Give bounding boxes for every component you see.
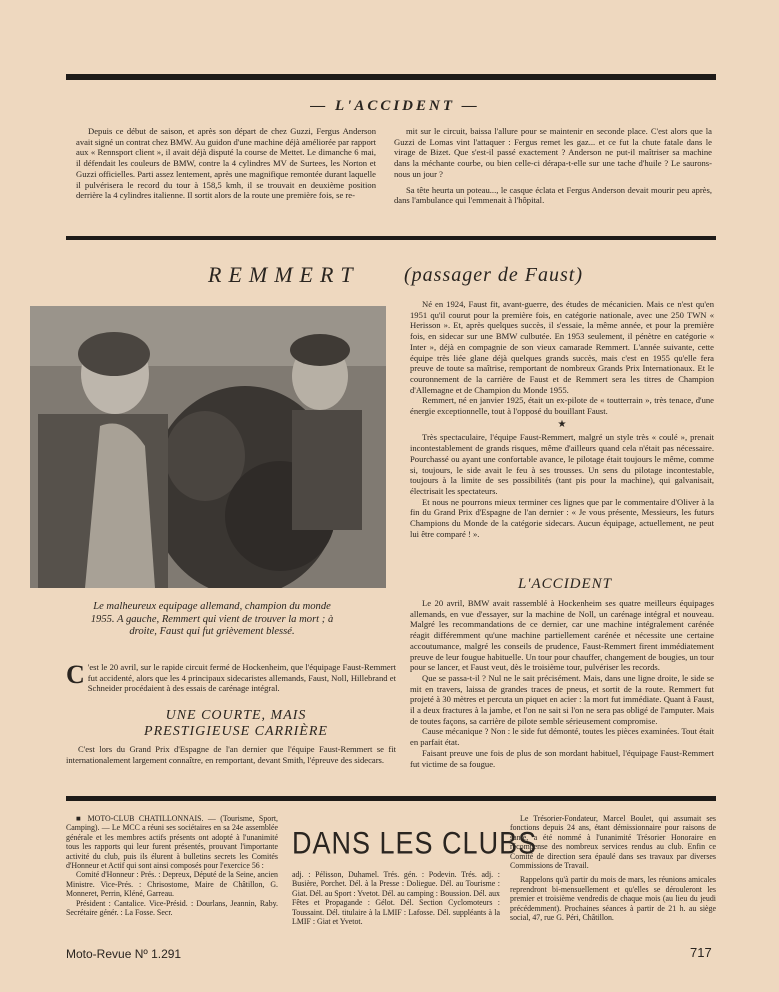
- clubs-left-column: ■ MOTO-CLUB CHATILLONNAIS. — (Tourisme, Sport, Camping). — Le MCC a réuni ses sociétaires en sa 24e assemblée générale et les membres actifs présents ont adopté à l'unanimité tous les rapports qui leur furent présentés, prouvant l'importante activité du club, puis ils élurent à bulletins secrets les Comités d'Honneur et Actif qui sont ainsi composés pour l'exercice 56 : Comité d'Honneur : Prés. : Depreux, Député de la Seine, ancien Ministre. Vice-Prés. : Chrisostome, Maire de Châtillon, G. Monneret, Perrin, Kléné, Garreau. Président : Cantalice. Vice-Présid. : Dourlans, Jeannin, Raby. Secrétaire génér. : La Fosse. Secr.: [66, 814, 278, 918]
- fergus-column-left: Depuis ce début de saison, et après son départ de chez Guzzi, Fergus Anderson avait signé un contrat chez BMW. Au guidon d'une machine déjà améliorée par rapport aux « Rennsport client », il avait déjà disputé la course de Mettet. Le dimanche 6 mai, il défendait les couleurs de BMW, contre la 4 cylindres MV de Surtees, les Norton et Guzzi officielles. Parti assez lentement, après une magnifique remontée durant laquelle il pulvérisera le record du tour à 158,5 kmh, il se trouvait en deuxième position derrière la 4 cylindres italienne. Il sortit alors de la route une première fois, se re-: [76, 126, 376, 201]
- career-text: C'est lors du Grand Prix d'Espagne de l'an dernier que l'équipe Faust-Remmert se fit internationalement largement connaître, en remportant, devant Smith, l'épreuve des sidecars.: [66, 744, 396, 765]
- team-photo: [30, 306, 386, 588]
- photo-caption: Le malheureux equipage allemand, champion du monde 1955. A gauche, Remmert qui vient de trouver la mort ; à droite, Faust qui fut grièvement blessé.: [90, 601, 334, 637]
- clubs-right-column: Le Trésorier-Fondateur, Marcel Boulet, qui assumait ses fonctions depuis 24 ans, étant démissionnaire pour raisons de santé, a été nommé à l'unanimité Trésorier Honoraire en récompense des nombreux services rendus au club. Enfin ce Comité de direction sera épaulé dans ses travaux par diverses Commissions de Travail. Rappelons qu'à partir du mois de mars, les réunions amicales reprendront bi-mensuellement et qu'elles se dérouleront les premier et troisième vendredis de chaque mois (au lieu du jeudi précédemment). Prochaines séances à partir de 21 h. au siège social, 47, rue G. Péri, Châtillon.: [510, 814, 716, 923]
- page-number: 717: [690, 945, 712, 960]
- magazine-footer: Moto-Revue Nº 1.291: [66, 947, 182, 961]
- clubs-title: DANS LES CLUBS: [292, 825, 538, 861]
- clubs-middle-column: adj. : Pélisson, Duhamel. Trés. gén. : Podevin. Trés. adj. : Busière, Porchet. Dél. à la Presse : Doliegue. Dél. au Tourisme : Giat. Dél. au Sport : Yvetot. Dél. au camping : Boussion. Dél. aux Fêtes et Propagande : Gélot. Dél. Section Cyclomoteurs : Toussaint. Dél. titulaire à la LMIF : Lafosse. Dél. suppléants à la LMIF : Giat et Yvetot.: [292, 870, 500, 927]
- accident-column: Le 20 avril, BMW avait rassemblé à Hockenheim ses quatre meilleurs équipages allemands, en vue d'essayer, sur la machine de Noll, un carénage intégral et nouveau. Malgré les recommandations de ce dernier, car une machine intégralement carénée réagit différemment qu'une machine partiellement carénée et nécessite une certaine accoutumance, malgré les conseils de prudence, Faust-Remmert firent immédiatement preuve de leur fougue habituelle. Un tour pour chauffer, changement de bougies, un tour pour se lancer, et Faust veut, dès le troisième tour, pulvériser les records. Que se passa-t-il ? Nul ne le sait précisément. Mais, dans une ligne droite, le side se mit en travers, laissa de grandes traces de pneus, et sortit de la route. Remmert fut projeté à 30 mètres et percuta un piquet en acier : la mort fut immédiate. Quant à Faust, il a deux fractures à la jambe, et l'on ne sait si l'on ne sera pas obligé de l'amputer. Mais de toutes façons, sa carrière de pilote semble sérieusement compromise. Cause mécanique ? Non : le side fut démonté, toutes les pièces examinées. Tout était en parfait état. Faisant preuve une fois de plus de son mordant habituel, l'équipage Faust-Remmert fut victime de sa fougue.: [410, 598, 714, 769]
- second-accident-heading: L'ACCIDENT: [517, 576, 613, 592]
- remmert-subtitle: (passager de Faust): [404, 264, 583, 286]
- career-heading: UNE COURTE, MAIS PRESTIGIEUSE CARRIÈRE: [144, 708, 328, 739]
- team-photo-image: [30, 306, 386, 588]
- star-separator: ★: [557, 418, 567, 430]
- mid-rule: [66, 236, 716, 240]
- intro-dropcap: C: [66, 660, 85, 689]
- remmert-title: REMMERT: [208, 262, 360, 287]
- remmert-right-column: Né en 1924, Faust fit, avant-guerre, des études de mécanicien. Mais ce n'est qu'en 1951 qu'il courut pour la première fois, en catégorie nationale, avec une 250 TWN « Herisson ». Et, après quelques succès, il s'essaie, la même année, et pour la première fois, en sidecar sur une BMW culbutée. En 1953 seulement, il pénètre en catégorie « Inter », déjà en compagnie de son vieux camarade Remmert. L'année suivante, cette équipe très liée glane déjà quelques grands succès, mais c'est en 1955 qu'elle fera preuve de toute sa maîtrise, remportant de nombreux Grands Prix Internationaux. Et le couronnement de la carrière de Faust et de Remmert sera les titres de Champion d'Allemagne et de Champion du Monde 1955. Remmert, né en janvier 1925, était un ex-pilote de « toutterrain », très tenace, d'une énergie exceptionnelle, tout à l'opposé du bouillant Faust. ★ Très spectaculaire, l'équipe Faust-Remmert, malgré un style très « coulé », prenait incontestablement de grands risques, même d'ailleurs quand cela n'était pas nécessaire. Pourchassé ou ayant une confortable avance, le pilotage était toujours le même, comme si, toujours, le side avait le feu à ses trousses. Un sens du pilotage incontestable, toujours à la limite de ses possibilités (tant pis pour la machine), qui galvanisait, électrisait les spectateurs. Et nous ne pourrons mieux terminer ces lignes que par le commentaire d'Oliver à la fin du Grand Prix d'Espagne de l'an dernier : « Je vous présente, Messieurs, les futurs Champions du Monde de la catégorie sidecars. Aucun équipage, actuellement, ne peut lui être comparé ! ».: [410, 299, 714, 539]
- accident-title: — L'ACCIDENT —: [310, 98, 480, 114]
- remmert-intro: C 'est le 20 avril, sur le rapide circuit fermé de Hockenheim, que l'équipage Faust-Remmert fut accidenté, alors que les 4 principaux sidecaristes allemands, Faust, Noll, Hillebrand et Schneider procédaient à des essais de carénage intégral.: [66, 660, 396, 694]
- fergus-column-right: mit sur le circuit, baissa l'allure pour se maintenir en seconde place. C'est alors que la Guzzi de Lomas vint l'attaquer : Fergus remet les gaz... et ce fut la chute fatale dans le virage de Bizet. Que s'est-il passé exactement ? Anderson ne put-il maîtriser sa machine dans la méchante courbe, ou bien celle-ci dérapa-t-elle sur une tache d'huile ? Le saurons-nous un jour ? Sa tête heurta un poteau..., le casque éclata et Fergus Anderson devait mourir peu après, dans l'ambulance qui l'emmenait à l'hôpital.: [394, 126, 712, 206]
- bottom-rule: [66, 796, 716, 801]
- top-rule: [66, 74, 716, 80]
